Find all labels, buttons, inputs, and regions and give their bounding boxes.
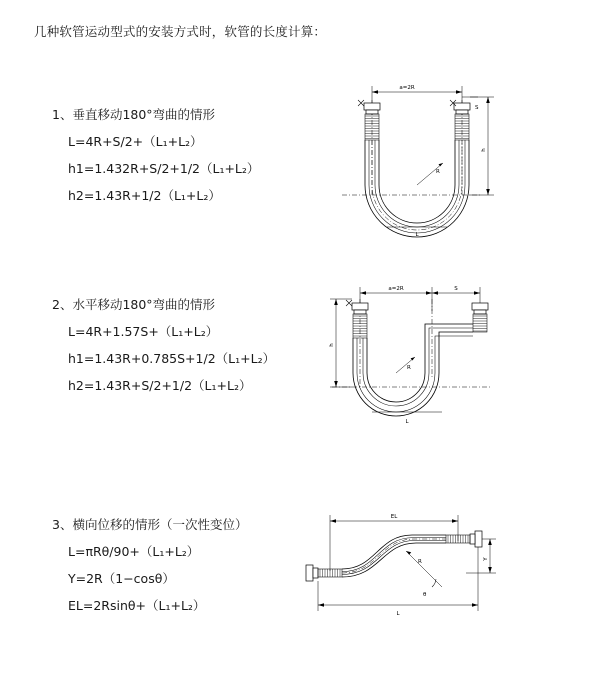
- section-1-formula-2: h1=1.432R+S/2+1/2（L₁+L₂）: [68, 161, 260, 176]
- section-1-text: [52, 105, 312, 204]
- figure-1-vertical-180-bend: [312, 75, 502, 260]
- figure-2-svg: [312, 277, 502, 442]
- section-1-formula-3: h2=1.43R+1/2（L₁+L₂）: [68, 188, 221, 203]
- svg-text:a=2R: a=2R: [399, 85, 415, 91]
- section-3-title: 3、横向位移的情形（一次性变位）: [52, 517, 248, 532]
- svg-text:L: L: [405, 419, 409, 425]
- svg-text:a=2R: a=2R: [388, 286, 404, 292]
- svg-text:L: L: [415, 232, 419, 238]
- figure-3-lateral-offset: [290, 501, 500, 631]
- section-2-formula-1: L=4R+1.57S+（L₁+L₂）: [68, 324, 219, 339]
- section-3-formula-3: EL=2Rsinθ+（L₁+L₂）: [68, 598, 206, 613]
- svg-text:R: R: [436, 169, 440, 175]
- section-2-title: 2、水平移动180°弯曲的情形: [52, 297, 216, 312]
- svg-text:EL: EL: [390, 514, 398, 520]
- section-2-text: [52, 295, 312, 394]
- section-3-text: [52, 515, 312, 614]
- svg-text:θ: θ: [423, 592, 427, 598]
- svg-text:S: S: [475, 105, 479, 111]
- svg-text:Y: Y: [483, 557, 489, 561]
- svg-text:h: h: [481, 148, 487, 152]
- section-3-formula-2: Y=2R（1−cosθ）: [68, 571, 175, 586]
- svg-text:h: h: [329, 343, 335, 347]
- svg-text:R: R: [407, 365, 411, 371]
- section-1-title: 1、垂直移动180°弯曲的情形: [52, 107, 216, 122]
- figure-1-svg: [312, 75, 502, 260]
- svg-text:S: S: [454, 286, 458, 292]
- page-heading: 几种软管运动型式的安装方式时，软管的长度计算：: [34, 24, 327, 39]
- section-1-formula-1: L=4R+S/2+（L₁+L₂）: [68, 134, 203, 149]
- figure-2-horizontal-180-bend: [312, 277, 502, 442]
- section-3-formula-1: L=πRθ/90+（L₁+L₂）: [68, 544, 200, 559]
- figure-3-svg: [290, 501, 500, 631]
- svg-text:R: R: [418, 559, 422, 565]
- section-2-formula-3: h2=1.43R+S/2+1/2（L₁+L₂）: [68, 378, 252, 393]
- section-2-formula-2: h1=1.43R+0.785S+1/2（L₁+L₂）: [68, 351, 276, 366]
- svg-text:L: L: [396, 611, 400, 617]
